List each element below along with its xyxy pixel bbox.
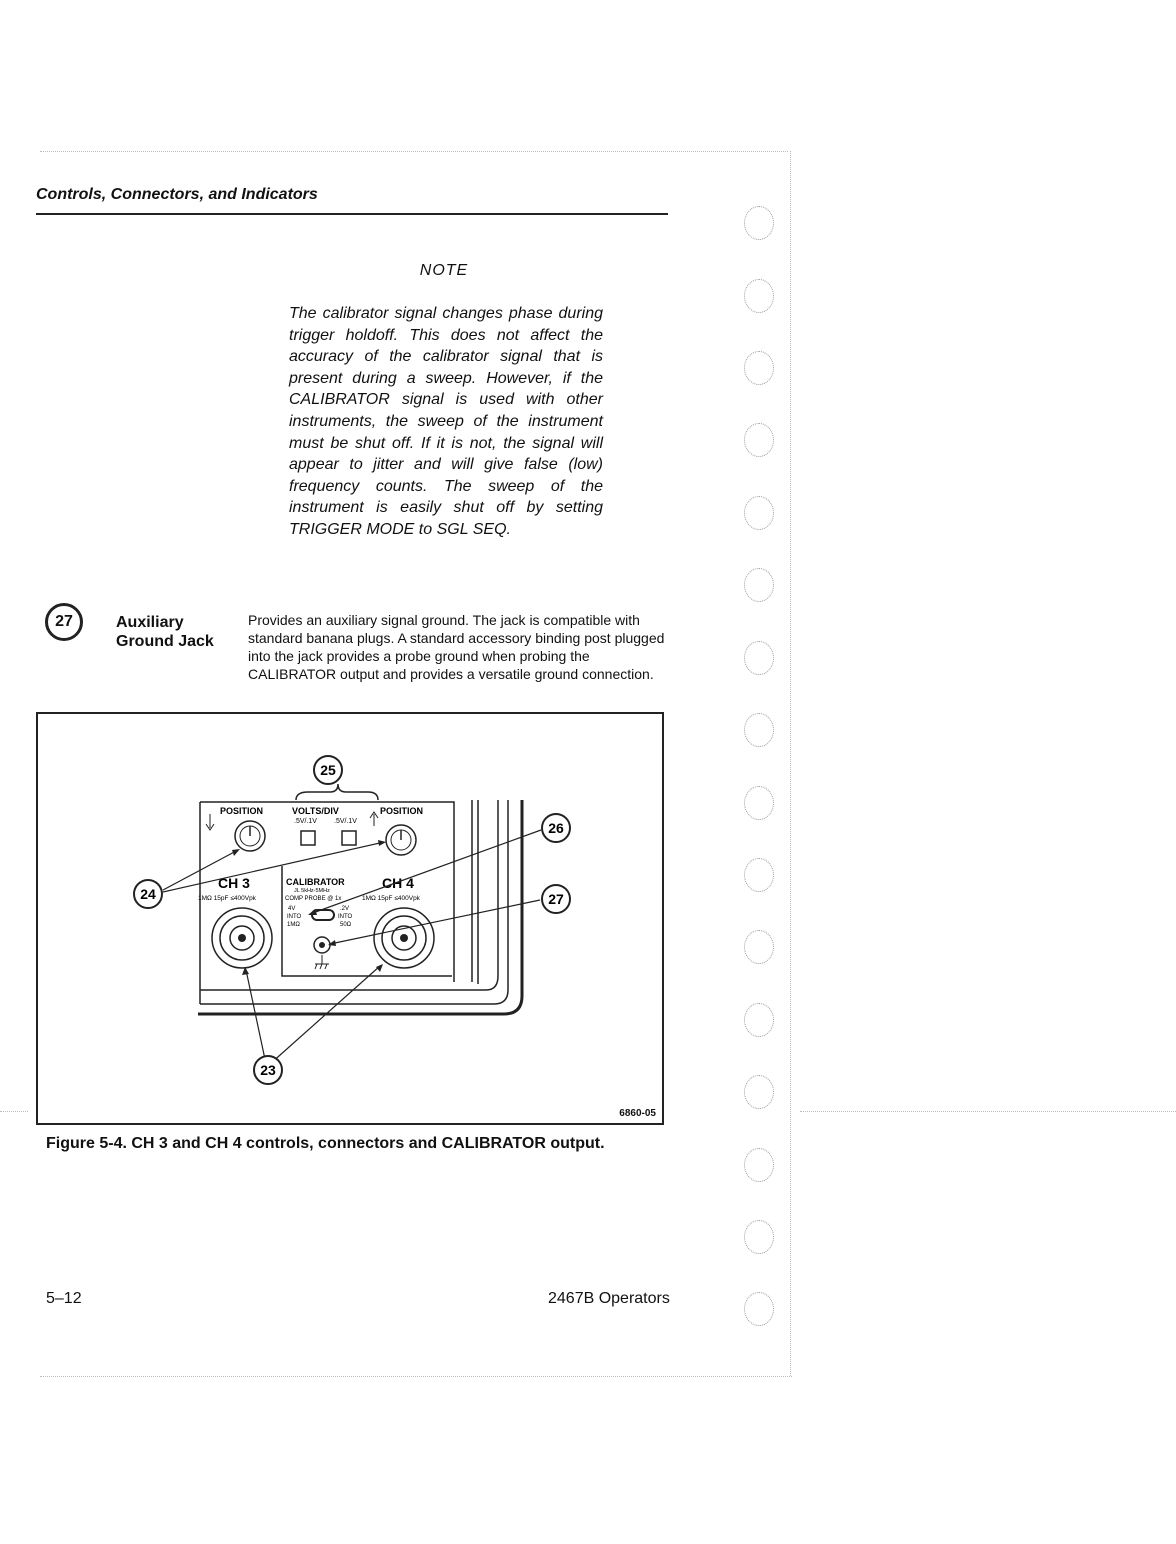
panel-label-calibrator: CALIBRATOR xyxy=(286,877,345,887)
panel-label-cal-50: 50Ω xyxy=(340,922,352,928)
item-number-badge: 27 xyxy=(45,603,83,641)
page-top-edge xyxy=(40,151,788,152)
scan-edge-right xyxy=(800,1111,1176,1112)
binder-hole xyxy=(744,786,774,820)
binder-hole xyxy=(744,1292,774,1326)
panel-label-ch4: CH 4 xyxy=(382,875,414,891)
panel-label-cal-2v-into: INTO xyxy=(338,914,353,920)
binder-hole xyxy=(744,206,774,240)
note-body: The calibrator signal changes phase during trigger holdoff. This does not affect the accuracy of the calibrator signal that is present during a sweep. However, if the CALIBRATOR signal is used with other instruments, the sweep of the instrument must be shut off. If it is not, the signal will appear to jitter and will give false (low) frequency counts. The sweep of the instrument is easily shut off by setting TRIGGER MODE to SGL SEQ. xyxy=(289,305,603,538)
panel-label-volts-div: VOLTS/DIV xyxy=(292,806,339,816)
panel-label-cal-1m: 1MΩ xyxy=(287,922,300,928)
panel-label-cal-4v-into: INTO xyxy=(287,914,302,920)
callout-leaders xyxy=(163,830,541,1064)
binder-hole xyxy=(744,1220,774,1254)
panel-label-volts-right: .5V/.1V xyxy=(334,818,357,825)
panel-label-comp-probe: COMP PROBE @ 1x xyxy=(285,896,342,902)
callout-25-label: 25 xyxy=(320,762,336,778)
binder-hole xyxy=(744,713,774,747)
panel-label-cal-freq: JL 5kHz-5MHz xyxy=(294,888,330,894)
binder-hole xyxy=(744,858,774,892)
ground-jack xyxy=(314,937,330,969)
binder-hole xyxy=(744,930,774,964)
panel-label-cal-2v: .2V xyxy=(340,906,350,912)
position-knob-right xyxy=(386,825,416,855)
panel-outline xyxy=(198,800,522,1014)
scan-edge-left xyxy=(0,1111,28,1112)
ch4-bnc-connector xyxy=(374,908,434,968)
panel-label-position-right: POSITION xyxy=(380,806,424,816)
callout-24-label: 24 xyxy=(140,886,156,902)
item-label-line2: Ground Jack xyxy=(116,633,214,650)
binder-hole xyxy=(744,1148,774,1182)
document-title: 2467B Operators xyxy=(548,1290,670,1307)
callout-27-label: 27 xyxy=(548,891,564,907)
header-rule xyxy=(36,213,668,215)
figure-code: 6860-05 xyxy=(619,1108,656,1119)
callout-25 xyxy=(314,756,342,784)
binder-hole xyxy=(744,1075,774,1109)
panel-label-position-left: POSITION xyxy=(220,806,264,816)
panel-label-ch4-spec: 1MΩ 15pF ≤400Vpk xyxy=(362,895,420,902)
ch3-bnc-connector xyxy=(212,908,272,968)
callout-23 xyxy=(254,1056,282,1084)
item-description: Provides an auxiliary signal ground. The jack is compatible with standard banana plugs. A standard accessory binding post plugged into the jack provides a probe ground when probing the CALIBRATOR output and provides a versatile ground connection. xyxy=(248,612,665,682)
callout-23-label: 23 xyxy=(260,1062,276,1078)
panel-label-cal-4v: 4V xyxy=(288,906,296,912)
binder-hole xyxy=(744,641,774,675)
panel-label-volts-left: .5V/.1V xyxy=(294,818,317,825)
panel-label-ch3: CH 3 xyxy=(218,875,250,891)
note-title: NOTE xyxy=(419,262,469,279)
position-knob-left xyxy=(235,821,265,851)
volts-div-button-right xyxy=(342,831,356,845)
volts-div-bracket xyxy=(296,784,378,800)
volts-div-button-left xyxy=(301,831,315,845)
callout-24 xyxy=(134,880,162,908)
callout-27 xyxy=(542,885,570,913)
item-label-line1: Auxiliary xyxy=(116,614,184,631)
binder-hole xyxy=(744,568,774,602)
page-right-edge xyxy=(790,151,791,1376)
front-panel-illustration xyxy=(38,714,666,1127)
section-header: Controls, Connectors, and Indicators xyxy=(36,186,318,203)
binder-hole xyxy=(744,351,774,385)
page-number: 5–12 xyxy=(46,1290,82,1307)
binder-hole xyxy=(744,496,774,530)
callout-26-label: 26 xyxy=(548,820,564,836)
panel-label-ch3-spec: 1MΩ 15pF ≤400Vpk xyxy=(198,895,256,902)
item-label xyxy=(116,613,214,651)
figure-caption: Figure 5-4. CH 3 and CH 4 controls, connectors and CALIBRATOR output. xyxy=(46,1135,605,1152)
binder-hole xyxy=(744,423,774,457)
page-bottom-edge xyxy=(40,1376,792,1377)
callout-26 xyxy=(542,814,570,842)
figure-5-4 xyxy=(36,712,664,1125)
binder-hole xyxy=(744,279,774,313)
binder-hole xyxy=(744,1003,774,1037)
